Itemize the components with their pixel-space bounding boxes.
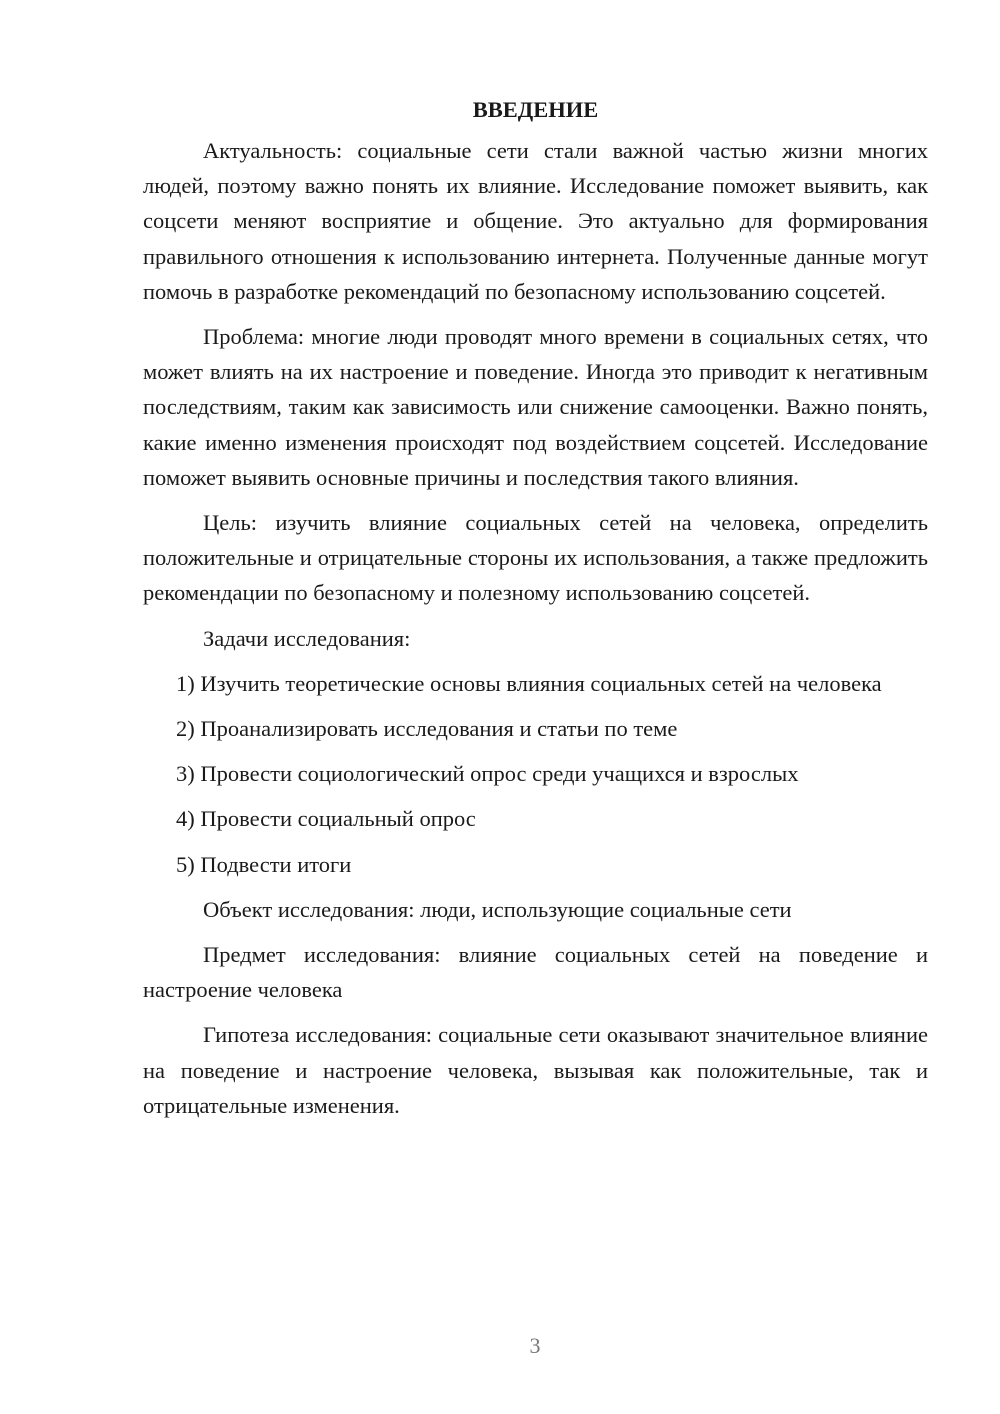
task-item-3: 3) Провести социологический опрос среди учащихся и взрослых [176,761,799,787]
task-item-2: 2) Проанализировать исследования и статьи по теме [176,716,678,742]
page-number: 3 [529,1333,541,1358]
page-content [143,91,928,1133]
subject-paragraph: Предмет исследования: влияние социальных сетей на поведение и настроение человека [143,942,928,1003]
task-item-5: 5) Подвести итоги [176,851,352,877]
relevance-paragraph: Актуальность: социальные сети стали важной частью жизни многих людей, поэтому важно понять их влияние. Исследование поможет выявить, как соцсети меняют восприятие и общение. Это актуально для формирования правильного отношения к использованию интернета. Полученные данные могут помочь в разработке рекомендаций по безопасному использованию соцсетей. [143,138,928,304]
goal-paragraph: Цель: изучить влияние социальных сетей на человека, определить положительные и отрицательные стороны их использования, а также предложить рекомендации по безопасному и полезному использованию соцсетей. [143,510,928,606]
problem-paragraph: Проблема: многие люди проводят много времени в социальных сетях, что может влиять на их настроение и поведение. Иногда это приводит к негативным последствиям, таким как зависимость или снижение самооценки. Важно понять, какие именно изменения происходят под воздействием соцсетей. Исследование поможет выявить основные причины и последствия такого влияния. [143,324,928,490]
task-item-4: 4) Провести социальный опрос [176,806,476,832]
hypothesis-paragraph: Гипотеза исследования: социальные сети оказывают значительное влияние на поведение и настроение человека, вызывая как положительные, так и отрицательные изменения. [143,1022,928,1118]
object-paragraph: Объект исследования: люди, использующие социальные сети [203,896,792,922]
tasks-heading: Задачи исследования: [203,625,411,651]
page-title: ВВЕДЕНИЕ [472,97,599,122]
task-item-1: 1) Изучить теоретические основы влияния социальных сетей на человека [176,670,882,696]
